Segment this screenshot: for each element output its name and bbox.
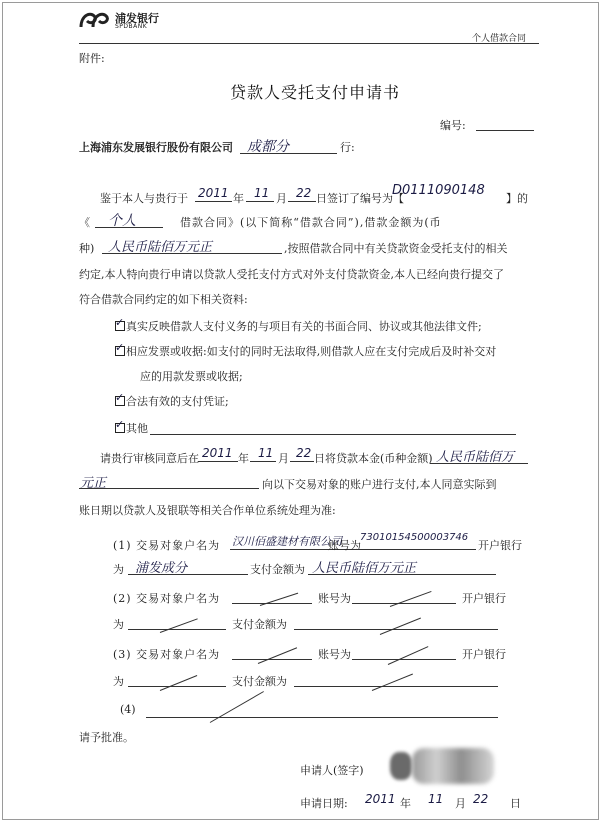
loan-amount: 人民币陆佰万元正 (108, 240, 213, 255)
branch-handwritten: 成都分 (247, 139, 289, 155)
para2-amount-line1 (430, 463, 528, 464)
number-underline (476, 130, 534, 131)
form-category: 个人借款合同 (472, 34, 527, 44)
checklist-item-voucher (115, 393, 229, 409)
para1-year-unit: 年 (233, 192, 244, 205)
payee2-name-line (232, 603, 312, 604)
para1-currency: 种) (79, 242, 95, 255)
checklist-item-invoice (115, 343, 496, 359)
checklist-item-other (115, 420, 148, 436)
payee3-amount-label: 支付金额为 (232, 675, 287, 688)
payee2-amount-line (294, 629, 498, 630)
para2-amount-2: 元正 (80, 476, 107, 491)
para1-intro: 鉴于本人与贵行于 (100, 192, 188, 205)
payee2-bank-line (128, 629, 226, 630)
checklist-item-invoice-cont: 应的用款发票或收据; (140, 370, 243, 383)
payee-index: (2) (113, 592, 132, 605)
branch-underline (240, 153, 337, 154)
date-month-unit: 月 (455, 797, 466, 810)
payee3-account-label: 账号为 (318, 648, 351, 661)
payee1-bank-label: 开户银行 (478, 539, 522, 552)
para1-contract-close: 】的 (506, 192, 528, 205)
para1-year: 2011 (198, 186, 229, 200)
payee1-amount-line (308, 574, 496, 575)
date-day: 22 (473, 792, 489, 806)
payee1-amount: 人民币陆佰万元正 (312, 561, 417, 576)
header-divider (79, 43, 539, 44)
payee-name-label: 交易对象户名为 (136, 648, 221, 661)
checkbox-invoice[interactable] (115, 341, 125, 356)
signature-redaction (412, 748, 494, 784)
contract-type-line (95, 227, 163, 228)
check-mark-icon: ✓ (115, 316, 125, 329)
date-day-unit: 日 (510, 797, 521, 810)
payee3-bank-line (128, 686, 226, 687)
para1-month-unit: 月 (276, 192, 287, 205)
closing-text: 请予批准。 (79, 731, 134, 744)
para2-intro: 请贵行审核同意后在 (100, 452, 199, 465)
payee-index: (3) (113, 648, 132, 661)
para2-amount-1: 人民币陆佰万 (436, 450, 515, 465)
para1-line5: 符合借款合同约定的如下相关资料: (79, 293, 248, 306)
para2-principal-label: 日将贷款本金(币种金额) (314, 452, 433, 465)
date-month: 11 (428, 792, 444, 806)
payee2-amount-label: 支付金额为 (232, 618, 287, 631)
para2-year-line (198, 461, 238, 462)
payee3-amount-line (294, 686, 498, 687)
para1-month: 11 (254, 186, 270, 200)
payee1-amount-label: 支付金额为 (250, 563, 305, 576)
para2-line2: 向以下交易对象的账户进行支付,本人同意实际到 (262, 478, 497, 491)
payee-index: (1) (113, 539, 132, 552)
para2-line3: 账日期以贷款人及银联等相关合作单位系统处理为准: (79, 504, 336, 517)
para1-day: 22 (296, 186, 312, 200)
payee-name-label: 交易对象户名为 (136, 539, 221, 552)
payee2-account-label: 账号为 (318, 592, 351, 605)
item4-index: (4) (120, 703, 136, 716)
attachment-label: 附件: (79, 52, 105, 65)
checklist-text: 其他 (126, 422, 148, 435)
checkbox-voucher[interactable] (115, 391, 125, 406)
loan-amount-line (102, 253, 282, 254)
checklist-text: 相应发票或收据:如支付的同时无法取得,则借款人应在支付完成后及时补交对 (126, 345, 497, 358)
quote-open: 《 (79, 216, 90, 229)
date-year-unit: 年 (400, 797, 411, 810)
payee1-name: 汉川佰盛建材有限公司 (232, 535, 342, 548)
payee2-account-line (352, 603, 456, 604)
payee1-bank-prefix: 为 (113, 563, 124, 576)
para1-line2: 借款合同》(以下简称“借款合同”),借款金额为(币 (180, 216, 442, 229)
payee-name-label: 交易对象户名为 (136, 592, 221, 605)
para1-year-line (195, 201, 232, 202)
check-mark-icon: ✓ (115, 418, 125, 431)
payee3-bank-prefix: 为 (113, 675, 124, 688)
payee2-index (113, 590, 220, 606)
payee2-bank-prefix: 为 (113, 618, 124, 631)
para2-month-line (250, 461, 276, 462)
payee3-account-line (352, 659, 456, 660)
bank-name: 浦发银行 (115, 12, 159, 25)
para2-month: 11 (258, 446, 274, 460)
checklist-text: 真实反映借款人支付义务的与项目有关的书面合同、协议或其他法律文件; (126, 320, 482, 333)
number-label: 编号: (440, 119, 466, 132)
check-mark-icon: ✓ (115, 391, 125, 404)
payee1-account-label: 账号为 (328, 539, 361, 552)
addressee-prefix: 上海浦东发展银行股份有限公司 (79, 141, 233, 154)
addressee-suffix: 行: (340, 141, 355, 154)
para1-line4: 约定,本人特向贵行申请以贷款人受托支付方式对外支付贷款资金,本人已经向贵行提交了 (79, 268, 504, 281)
para1-day-line (288, 201, 316, 202)
payee1-index (113, 537, 220, 553)
page-title: 贷款人受托支付申请书 (230, 83, 401, 102)
payee3-name-line (232, 659, 312, 660)
payee1-account-line (356, 549, 476, 550)
document-frame (2, 2, 599, 820)
payee3-bank-label: 开户银行 (462, 648, 506, 661)
contract-number: D0111090148 (392, 183, 485, 198)
signature-mark (390, 752, 412, 780)
checklist-text: 合法有效的支付凭证; (126, 395, 229, 408)
para1-line3a: ,按照借款合同中有关贷款资金受托支付的相关 (284, 242, 508, 255)
checkbox-contract[interactable] (115, 316, 125, 331)
payee1-account: 73010154500003746 (360, 532, 469, 543)
para2-day-line (290, 461, 314, 462)
payee3-index (113, 646, 220, 662)
bank-name-en: SPDBANK (115, 23, 148, 30)
contract-type: 个人 (108, 213, 136, 229)
para2-day: 22 (296, 446, 312, 460)
para2-amount-line2 (79, 488, 259, 489)
payee1-bank: 浦发成分 (135, 561, 188, 576)
date-label: 申请日期: (300, 797, 348, 810)
payee1-bank-line (128, 574, 248, 575)
spdbank-logo-icon (79, 9, 115, 31)
checkbox-other[interactable] (115, 418, 125, 433)
para2-year-unit: 年 (238, 452, 249, 465)
check-mark-icon: ✓ (115, 341, 125, 354)
other-underline (150, 434, 516, 435)
para1-contract-intro: 日签订了编号为【 (316, 192, 404, 205)
date-year: 2011 (365, 792, 396, 806)
para2-month-unit: 月 (278, 452, 289, 465)
para1-month-line (246, 201, 274, 202)
item4-line (146, 717, 498, 718)
para2-year: 2011 (202, 446, 233, 460)
signature-label: 申请人(签字) (300, 764, 364, 777)
payee2-bank-label: 开户银行 (462, 592, 506, 605)
checklist-item-contract (115, 318, 482, 334)
